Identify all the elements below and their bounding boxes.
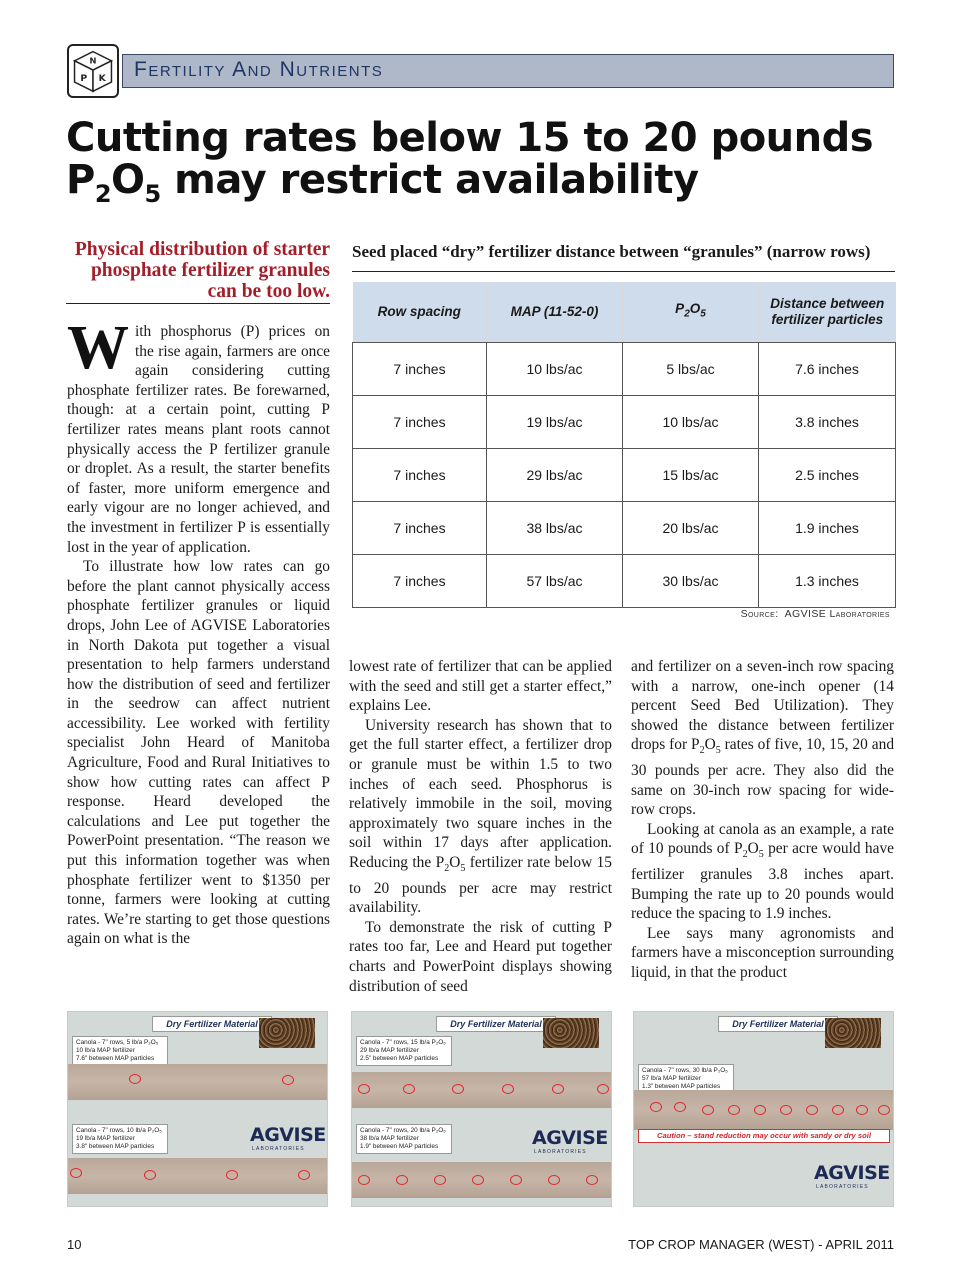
fertilizer-drop-marker: [548, 1175, 560, 1185]
fertilizer-drop-marker: [434, 1175, 446, 1185]
table-cell: 57 lbs/ac: [487, 555, 623, 608]
table-cell: 38 lbs/ac: [487, 502, 623, 555]
table-cell: 7 inches: [353, 502, 487, 555]
page-number: 10: [67, 1237, 82, 1252]
paragraph: University research has shown that to get the full starter effect, a fertilizer drop or granule must be within 1.5 to two inches of each seed. Phosphorus is relatively immobile in the soil, moving approximately two square inches in the soil within 17 days after application. Reducing the $P_2O_5$ fertilizer rate below 15 to 20 pounds per acre may restrict availability.: [349, 716, 613, 917]
rate-info-box: Canola - 7" rows, 10 lb/a P₂O₅ 19 lb/a MAP fertilizer 3.8" between MAP particles: [72, 1124, 168, 1154]
fertilizer-drop-marker: [226, 1170, 238, 1180]
fertilizer-drop-marker: [358, 1084, 370, 1094]
npk-logo: [67, 44, 119, 98]
fertilizer-drop-marker: [754, 1105, 766, 1115]
granule-photo: [543, 1018, 599, 1048]
npk-cube-icon: [69, 46, 117, 96]
publication-footer: TOP CROP MANAGER (WEST) - APRIL 2011: [628, 1237, 894, 1252]
table-cell: 1.9 inches: [759, 502, 896, 555]
fertilizer-drop-marker: [702, 1105, 714, 1115]
table-cell: 30 lbs/ac: [623, 555, 759, 608]
rate-info-box: Canola - 7" rows, 15 lb/a P₂O₅ 29 lb/a MAP fertilizer 2.5" between MAP particles: [356, 1036, 452, 1066]
paragraph: To demonstrate the risk of cutting P rates too far, Lee and Heard put together charts and PowerPoint displays showing distribution of seed: [349, 918, 612, 995]
table-row: [353, 343, 896, 396]
logo-letter-k: K: [98, 73, 106, 85]
article-column-2: [349, 657, 612, 996]
caution-banner: Caution – stand reduction may occur with sandy or dry soil: [638, 1129, 890, 1143]
logo-letter-p: P: [80, 73, 88, 85]
slide-panel-1: [67, 1011, 328, 1207]
article-deck: Physical distribution of starter phosphate fertilizer granules can be too low.: [74, 239, 330, 302]
fertilizer-drop-marker: [552, 1084, 564, 1094]
seedrow-strip: [68, 1158, 327, 1194]
table-cell: 15 lbs/ac: [623, 449, 759, 502]
header-distance: Distance between fertilizer particles: [759, 282, 896, 343]
table-row: [353, 449, 896, 502]
header-p2o5: $P_2O_5$: [623, 282, 759, 343]
fertilizer-drop-marker: [358, 1175, 370, 1185]
slide-panel-3: [633, 1011, 894, 1207]
fertilizer-drop-marker: [832, 1105, 844, 1115]
fertilizer-drop-marker: [728, 1105, 740, 1115]
granule-distance-table: [352, 282, 896, 608]
fertilizer-drop-marker: [452, 1084, 464, 1094]
slide-title: Dry Fertilizer Material: [718, 1016, 838, 1032]
fertilizer-drop-marker: [129, 1074, 141, 1084]
table-cell: 20 lbs/ac: [623, 502, 759, 555]
table-cell: 10 lbs/ac: [487, 343, 623, 396]
headline-line-2: $P_2O_5$ may restrict availability: [66, 157, 699, 208]
table-title: Seed placed “dry” fertilizer distance between “granules” (narrow rows): [352, 242, 871, 261]
table-cell: 7 inches: [353, 343, 487, 396]
rate-info-box: Canola - 7" rows, 20 lb/a P₂O₅ 38 lb/a MAP fertilizer 1.9" between MAP particles: [356, 1124, 452, 1154]
fertilizer-drop-marker: [510, 1175, 522, 1185]
agvise-logo-sub: LABORATORIES: [534, 1149, 587, 1155]
table-cell: 3.8 inches: [759, 396, 896, 449]
drop-cap: W: [67, 314, 129, 382]
fertilizer-drop-marker: [396, 1175, 408, 1185]
header-row-spacing: Row spacing: [353, 282, 487, 343]
rate-info-box: Canola - 7" rows, 30 lb/a P₂O₅ 57 lb/a MAP fertilizer 1.3" between MAP particles: [638, 1064, 734, 1094]
logo-letter-n: N: [89, 55, 97, 66]
fertilizer-drop-marker: [502, 1084, 514, 1094]
table-cell: 7.6 inches: [759, 343, 896, 396]
paragraph: With phosphorus (P) prices on the rise again, farmers are once again considering cutting phosphate fertilizer rates. Be forewarned, though: at a certain point, cutting P fertilizer rates means plant roots cannot physically access the P fertilizer granule or droplet. As a result, the starter benefits of faster, more uniform emergence and early vigour are no longer achieved, and the investment in fertilizer P is essentially lost in the year of application.: [67, 314, 330, 556]
table-row: [353, 555, 896, 608]
agvise-logo: AGVISE: [532, 1127, 608, 1149]
fertilizer-drop-marker: [674, 1102, 686, 1112]
table-cell: 2.5 inches: [759, 449, 896, 502]
agvise-logo-sub: LABORATORIES: [252, 1146, 305, 1152]
seedrow-strip: [352, 1072, 611, 1108]
table-row: [353, 502, 896, 555]
agvise-logo: AGVISE: [814, 1162, 890, 1184]
table-cell: 7 inches: [353, 449, 487, 502]
rate-info-box: Canola - 7" rows, 5 lb/a P₂O₅ 10 lb/a MAP fertilizer 7.6" between MAP particles: [72, 1036, 168, 1066]
paragraph: Looking at canola as an example, a rate of 10 pounds of $P_2O_5$ per acre would have fertilizer granules 3.8 inches apart. Bumping the rate up to 20 pounds would reduce the spacing to 1.9 inches.: [631, 820, 894, 923]
table-cell: 10 lbs/ac: [623, 396, 759, 449]
table-header-row: [353, 282, 896, 343]
article-column-3: [631, 657, 894, 983]
agvise-logo: AGVISE: [250, 1124, 326, 1146]
table-cell: 7 inches: [353, 396, 487, 449]
table-row: [353, 396, 896, 449]
fertilizer-drop-marker: [780, 1105, 792, 1115]
table-cell: 5 lbs/ac: [623, 343, 759, 396]
table-source: Source: AGVISE Laboratories: [740, 608, 890, 620]
fertilizer-drop-marker: [70, 1168, 82, 1178]
fertilizer-drop-marker: [856, 1105, 868, 1115]
agvise-logo-sub: LABORATORIES: [816, 1184, 869, 1190]
fertilizer-drop-marker: [878, 1105, 890, 1115]
granule-photo: [825, 1018, 881, 1048]
table-cell: 19 lbs/ac: [487, 396, 623, 449]
slide-panel-2: [351, 1011, 612, 1207]
fertilizer-drop-marker: [282, 1075, 294, 1085]
paragraph: To illustrate how low rates can go before the plant cannot physically access phosphate fertilizer granules or liquid drops, John Lee of AGVISE Laboratories in North Dakota put together a visual presentation to help farmers understand how the distribution of seed and fertilizer in the seedrow can affect nutrient accessibility. Lee worked with fertility specialist John Heard of Manitoba Agriculture, Food and Rural Initiatives to show how cutting rates can affect P response. Heard developed the calculations and Lee put together the PowerPoint presentation. “The reason we put this information together was when phosphate fertilizer went to $1350 per tonne, farmers were looking at cutting rates. We’re starting to get those questions again on what is the: [67, 558, 330, 948]
slide-title: Dry Fertilizer Material: [152, 1016, 272, 1032]
fertilizer-drop-marker: [650, 1102, 662, 1112]
granule-photo: [259, 1018, 315, 1048]
paragraph: and fertilizer on a seven-inch row spacing with a narrow, one-inch opener (14 percent Seed Bed Utilization). They showed the distance between fertilizer drops for $P_2O_5$ rates of five, 10, 15, 20 and 30 pounds per acre. They also did the same on 30-inch row spacing for wide-row crops.: [631, 658, 895, 819]
table-cell: 29 lbs/ac: [487, 449, 623, 502]
paragraph: Lee says many agronomists and farmers have a misconception surrounding liquid, in that the product: [631, 924, 894, 982]
fertilizer-drop-marker: [144, 1170, 156, 1180]
fertilizer-drop-marker: [806, 1105, 818, 1115]
table-cell: 1.3 inches: [759, 555, 896, 608]
fertilizer-drop-marker: [586, 1175, 598, 1185]
table-cell: 7 inches: [353, 555, 487, 608]
article-column-1: [67, 314, 330, 949]
headline-line-1: Cutting rates below 15 to 20 pounds: [66, 115, 874, 161]
section-title: Fertility And Nutrients: [134, 58, 384, 81]
fertilizer-drop-marker: [403, 1084, 415, 1094]
fertilizer-drop-marker: [472, 1175, 484, 1185]
paragraph: lowest rate of fertilizer that can be applied with the seed and still get a starter effect,” explains Lee.: [349, 658, 612, 715]
fertilizer-drop-marker: [298, 1170, 310, 1180]
header-map: MAP (11-52-0): [487, 282, 623, 343]
deck-divider: [66, 303, 330, 304]
table-top-rule: [352, 271, 895, 272]
slide-title: Dry Fertilizer Material: [436, 1016, 556, 1032]
fertilizer-drop-marker: [597, 1084, 609, 1094]
